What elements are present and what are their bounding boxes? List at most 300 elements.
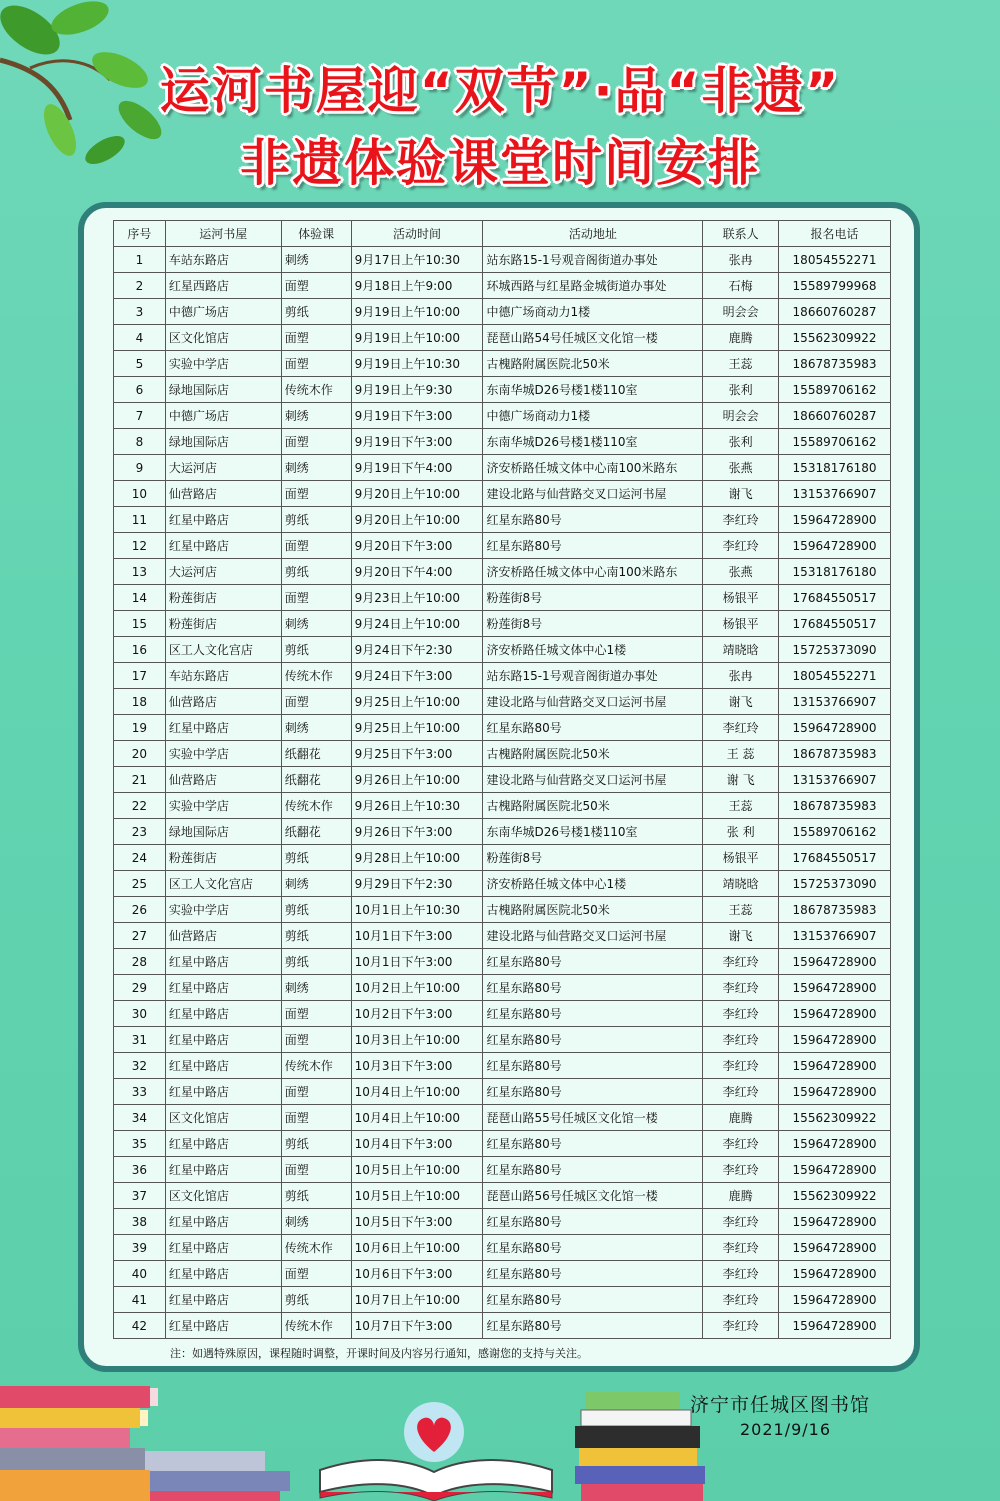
- cell-time: 9月25日上午10:00: [351, 715, 483, 741]
- cell-address: 济安桥路任城文体中心南100米路东: [483, 455, 703, 481]
- cell-index: 23: [114, 819, 166, 845]
- table-row: [114, 637, 891, 663]
- table-row: [114, 429, 891, 455]
- cell-course: 剪纸: [281, 559, 351, 585]
- cell-time: 9月20日下午3:00: [351, 533, 483, 559]
- cell-time: 10月3日上午10:00: [351, 1027, 483, 1053]
- cell-address: 东南华城D26号楼1楼110室: [483, 819, 703, 845]
- cell-bookstore: 中德广场店: [165, 403, 281, 429]
- cell-course: 面塑: [281, 273, 351, 299]
- table-row: [114, 1209, 891, 1235]
- cell-index: 17: [114, 663, 166, 689]
- title-block: [0, 58, 1000, 198]
- cell-contact: 李红玲: [703, 1235, 779, 1261]
- cell-bookstore: 红星中路店: [165, 975, 281, 1001]
- cell-phone: 15964728900: [779, 1157, 891, 1183]
- cell-phone: 15964728900: [779, 533, 891, 559]
- cell-contact: 杨银平: [703, 845, 779, 871]
- cell-time: 10月4日下午3:00: [351, 1131, 483, 1157]
- cell-phone: 18054552271: [779, 247, 891, 273]
- cell-address: 琵琶山路55号任城区文化馆一楼: [483, 1105, 703, 1131]
- cell-time: 9月20日下午4:00: [351, 559, 483, 585]
- cell-index: 22: [114, 793, 166, 819]
- cell-time: 10月2日下午3:00: [351, 1001, 483, 1027]
- cell-address: 红星东路80号: [483, 507, 703, 533]
- cell-index: 3: [114, 299, 166, 325]
- cell-time: 9月29日下午2:30: [351, 871, 483, 897]
- cell-contact: 明会会: [703, 403, 779, 429]
- cell-phone: 18678735983: [779, 793, 891, 819]
- table-row: [114, 1131, 891, 1157]
- cell-bookstore: 区文化馆店: [165, 325, 281, 351]
- cell-address: 古槐路附属医院北50米: [483, 897, 703, 923]
- header-bookstore: 运河书屋: [165, 221, 281, 247]
- cell-time: 9月26日下午3:00: [351, 819, 483, 845]
- cell-time: 9月25日上午10:00: [351, 689, 483, 715]
- cell-index: 39: [114, 1235, 166, 1261]
- cell-phone: 15964728900: [779, 949, 891, 975]
- table-row: [114, 1079, 891, 1105]
- cell-course: 刺绣: [281, 611, 351, 637]
- cell-time: 10月3日下午3:00: [351, 1053, 483, 1079]
- cell-contact: 张 利: [703, 819, 779, 845]
- cell-course: 传统木作: [281, 793, 351, 819]
- cell-course: 面塑: [281, 585, 351, 611]
- cell-index: 28: [114, 949, 166, 975]
- cell-bookstore: 绿地国际店: [165, 819, 281, 845]
- cell-contact: 明会会: [703, 299, 779, 325]
- cell-phone: 18660760287: [779, 299, 891, 325]
- cell-phone: 13153766907: [779, 689, 891, 715]
- cell-contact: 张冉: [703, 663, 779, 689]
- cell-phone: 15589799968: [779, 273, 891, 299]
- cell-time: 9月19日上午10:00: [351, 299, 483, 325]
- cell-time: 9月24日下午3:00: [351, 663, 483, 689]
- cell-address: 粉莲街8号: [483, 845, 703, 871]
- cell-time: 9月26日上午10:30: [351, 793, 483, 819]
- cell-course: 传统木作: [281, 1313, 351, 1339]
- cell-course: 剪纸: [281, 897, 351, 923]
- cell-phone: 18678735983: [779, 897, 891, 923]
- cell-bookstore: 区工人文化宫店: [165, 637, 281, 663]
- cell-contact: 鹿腾: [703, 325, 779, 351]
- cell-contact: 王蕊: [703, 897, 779, 923]
- table-row: [114, 403, 891, 429]
- header-address: 活动地址: [483, 221, 703, 247]
- cell-bookstore: 车站东路店: [165, 663, 281, 689]
- cell-course: 刺绣: [281, 975, 351, 1001]
- cell-time: 10月2日上午10:00: [351, 975, 483, 1001]
- cell-time: 9月25日下午3:00: [351, 741, 483, 767]
- cell-address: 东南华城D26号楼1楼110室: [483, 429, 703, 455]
- table-row: [114, 455, 891, 481]
- cell-address: 建设北路与仙营路交叉口运河书屋: [483, 689, 703, 715]
- cell-index: 33: [114, 1079, 166, 1105]
- library-name: 济宁市任城区图书馆: [690, 1394, 871, 1416]
- cell-contact: 靖晓晗: [703, 871, 779, 897]
- cell-time: 9月19日上午9:30: [351, 377, 483, 403]
- cell-address: 站东路15-1号观音阁街道办事处: [483, 247, 703, 273]
- cell-bookstore: 实验中学店: [165, 351, 281, 377]
- title-line-2: 非遗体验课堂时间安排: [240, 134, 760, 192]
- cell-bookstore: 仙营路店: [165, 767, 281, 793]
- cell-address: 红星东路80号: [483, 1209, 703, 1235]
- cell-index: 11: [114, 507, 166, 533]
- table-row: [114, 975, 891, 1001]
- table-row: [114, 1105, 891, 1131]
- cell-phone: 15964728900: [779, 1027, 891, 1053]
- cell-phone: 15964728900: [779, 1235, 891, 1261]
- cell-address: 红星东路80号: [483, 975, 703, 1001]
- cell-address: 济安桥路任城文体中心1楼: [483, 637, 703, 663]
- cell-time: 9月20日上午10:00: [351, 481, 483, 507]
- cell-time: 9月19日上午10:00: [351, 325, 483, 351]
- table-row: [114, 247, 891, 273]
- cell-bookstore: 绿地国际店: [165, 429, 281, 455]
- cell-index: 34: [114, 1105, 166, 1131]
- cell-course: 传统木作: [281, 1235, 351, 1261]
- cell-index: 37: [114, 1183, 166, 1209]
- cell-contact: 李红玲: [703, 975, 779, 1001]
- books-stack-left-illustration: [0, 1386, 290, 1501]
- cell-phone: 15562309922: [779, 1183, 891, 1209]
- cell-phone: 15964728900: [779, 507, 891, 533]
- cell-bookstore: 红星中路店: [165, 1313, 281, 1339]
- cell-bookstore: 粉莲街店: [165, 611, 281, 637]
- cell-bookstore: 大运河店: [165, 455, 281, 481]
- cell-phone: 15318176180: [779, 559, 891, 585]
- cell-course: 剪纸: [281, 1287, 351, 1313]
- table-row: [114, 1027, 891, 1053]
- cell-contact: 王蕊: [703, 351, 779, 377]
- table-row: [114, 377, 891, 403]
- cell-phone: 15964728900: [779, 715, 891, 741]
- cell-time: 9月24日上午10:00: [351, 611, 483, 637]
- cell-index: 6: [114, 377, 166, 403]
- cell-index: 36: [114, 1157, 166, 1183]
- cell-phone: 15964728900: [779, 1001, 891, 1027]
- cell-course: 纸翻花: [281, 819, 351, 845]
- cell-index: 9: [114, 455, 166, 481]
- cell-course: 剪纸: [281, 923, 351, 949]
- cell-course: 刺绣: [281, 403, 351, 429]
- cell-phone: 18054552271: [779, 663, 891, 689]
- cell-contact: 杨银平: [703, 585, 779, 611]
- cell-bookstore: 红星中路店: [165, 1131, 281, 1157]
- cell-phone: 18660760287: [779, 403, 891, 429]
- cell-index: 12: [114, 533, 166, 559]
- cell-address: 建设北路与仙营路交叉口运河书屋: [483, 923, 703, 949]
- cell-address: 红星东路80号: [483, 1287, 703, 1313]
- cell-bookstore: 大运河店: [165, 559, 281, 585]
- cell-course: 刺绣: [281, 455, 351, 481]
- cell-bookstore: 红星中路店: [165, 715, 281, 741]
- cell-index: 26: [114, 897, 166, 923]
- header-contact: 联系人: [703, 221, 779, 247]
- cell-course: 传统木作: [281, 377, 351, 403]
- cell-address: 济安桥路任城文体中心南100米路东: [483, 559, 703, 585]
- cell-bookstore: 红星中路店: [165, 1001, 281, 1027]
- cell-bookstore: 区文化馆店: [165, 1105, 281, 1131]
- cell-bookstore: 红星中路店: [165, 1261, 281, 1287]
- publish-date: 2021/9/16: [740, 1420, 832, 1439]
- title-line-1: 运河书屋迎“双节”·品“非遗”: [159, 62, 841, 120]
- cell-bookstore: 红星中路店: [165, 949, 281, 975]
- table-row: [114, 299, 891, 325]
- cell-address: 粉莲街8号: [483, 585, 703, 611]
- cell-course: 传统木作: [281, 663, 351, 689]
- cell-course: 纸翻花: [281, 741, 351, 767]
- cell-time: 10月1日上午10:30: [351, 897, 483, 923]
- table-row: [114, 1053, 891, 1079]
- cell-index: 40: [114, 1261, 166, 1287]
- cell-time: 10月7日上午10:00: [351, 1287, 483, 1313]
- cell-index: 2: [114, 273, 166, 299]
- cell-index: 31: [114, 1027, 166, 1053]
- cell-index: 29: [114, 975, 166, 1001]
- cell-index: 5: [114, 351, 166, 377]
- cell-index: 18: [114, 689, 166, 715]
- cell-phone: 15964728900: [779, 1313, 891, 1339]
- table-row: [114, 351, 891, 377]
- cell-address: 红星东路80号: [483, 949, 703, 975]
- cell-course: 刺绣: [281, 1209, 351, 1235]
- table-row: [114, 1261, 891, 1287]
- cell-address: 古槐路附属医院北50米: [483, 741, 703, 767]
- table-row: [114, 663, 891, 689]
- table-row: [114, 273, 891, 299]
- cell-phone: 15964728900: [779, 1261, 891, 1287]
- cell-address: 红星东路80号: [483, 715, 703, 741]
- cell-phone: 13153766907: [779, 767, 891, 793]
- table-row: [114, 1313, 891, 1339]
- cell-index: 8: [114, 429, 166, 455]
- cell-index: 32: [114, 1053, 166, 1079]
- cell-phone: 15964728900: [779, 1209, 891, 1235]
- cell-phone: 15725373090: [779, 871, 891, 897]
- schedule-table: [113, 220, 891, 1339]
- cell-contact: 李红玲: [703, 715, 779, 741]
- cell-bookstore: 红星中路店: [165, 1079, 281, 1105]
- cell-contact: 张利: [703, 377, 779, 403]
- schedule-panel: [78, 202, 920, 1372]
- cell-contact: 李红玲: [703, 1131, 779, 1157]
- cell-time: 9月18日上午9:00: [351, 273, 483, 299]
- cell-course: 面塑: [281, 1157, 351, 1183]
- cell-contact: 李红玲: [703, 1287, 779, 1313]
- cell-bookstore: 中德广场店: [165, 299, 281, 325]
- cell-address: 中德广场商动力1楼: [483, 299, 703, 325]
- table-row: [114, 767, 891, 793]
- cell-contact: 杨银平: [703, 611, 779, 637]
- header-index: 序号: [114, 221, 166, 247]
- cell-index: 21: [114, 767, 166, 793]
- cell-bookstore: 实验中学店: [165, 897, 281, 923]
- table-row: [114, 585, 891, 611]
- cell-index: 7: [114, 403, 166, 429]
- cell-time: 9月26日上午10:00: [351, 767, 483, 793]
- table-row: [114, 611, 891, 637]
- cell-bookstore: 红星中路店: [165, 1209, 281, 1235]
- table-row: [114, 949, 891, 975]
- cell-phone: 15589706162: [779, 429, 891, 455]
- cell-time: 10月5日上午10:00: [351, 1157, 483, 1183]
- cell-course: 面塑: [281, 429, 351, 455]
- header-time: 活动时间: [351, 221, 483, 247]
- cell-address: 琵琶山路56号任城区文化馆一楼: [483, 1183, 703, 1209]
- cell-course: 面塑: [281, 351, 351, 377]
- cell-course: 面塑: [281, 689, 351, 715]
- cell-course: 剪纸: [281, 507, 351, 533]
- cell-time: 10月5日上午10:00: [351, 1183, 483, 1209]
- cell-address: 济安桥路任城文体中心1楼: [483, 871, 703, 897]
- note-text: 注：如遇特殊原因，课程随时调整，开课时间及内容另行通知，感谢您的支持与关注。: [170, 1347, 588, 1360]
- cell-address: 东南华城D26号楼1楼110室: [483, 377, 703, 403]
- cell-course: 刺绣: [281, 247, 351, 273]
- table-row: [114, 871, 891, 897]
- cell-bookstore: 红星中路店: [165, 1157, 281, 1183]
- cell-index: 24: [114, 845, 166, 871]
- table-row: [114, 1001, 891, 1027]
- cell-contact: 鹿腾: [703, 1183, 779, 1209]
- cell-bookstore: 绿地国际店: [165, 377, 281, 403]
- table-row: [114, 507, 891, 533]
- cell-bookstore: 红星中路店: [165, 1287, 281, 1313]
- cell-address: 古槐路附属医院北50米: [483, 793, 703, 819]
- cell-address: 粉莲街8号: [483, 611, 703, 637]
- cell-time: 10月1日下午3:00: [351, 949, 483, 975]
- cell-contact: 谢飞: [703, 923, 779, 949]
- cell-contact: 王蕊: [703, 793, 779, 819]
- cell-bookstore: 粉莲街店: [165, 585, 281, 611]
- cell-time: 9月19日下午3:00: [351, 403, 483, 429]
- cell-address: 红星东路80号: [483, 1235, 703, 1261]
- table-row: [114, 819, 891, 845]
- cell-bookstore: 车站东路店: [165, 247, 281, 273]
- cell-course: 剪纸: [281, 1183, 351, 1209]
- table-row: [114, 559, 891, 585]
- cell-course: 刺绣: [281, 715, 351, 741]
- table-row: [114, 533, 891, 559]
- cell-time: 9月24日下午2:30: [351, 637, 483, 663]
- cell-course: 纸翻花: [281, 767, 351, 793]
- cell-address: 环城西路与红星路金城街道办事处: [483, 273, 703, 299]
- cell-phone: 13153766907: [779, 481, 891, 507]
- cell-phone: 13153766907: [779, 923, 891, 949]
- cell-phone: 15589706162: [779, 819, 891, 845]
- cell-index: 35: [114, 1131, 166, 1157]
- cell-phone: 15964728900: [779, 975, 891, 1001]
- cell-bookstore: 红星西路店: [165, 273, 281, 299]
- header-phone: 报名电话: [779, 221, 891, 247]
- cell-contact: 李红玲: [703, 949, 779, 975]
- cell-course: 剪纸: [281, 845, 351, 871]
- cell-time: 9月23日上午10:00: [351, 585, 483, 611]
- table-row: [114, 715, 891, 741]
- table-row: [114, 325, 891, 351]
- cell-index: 30: [114, 1001, 166, 1027]
- cell-contact: 李红玲: [703, 533, 779, 559]
- cell-phone: 18678735983: [779, 351, 891, 377]
- cell-contact: 李红玲: [703, 1209, 779, 1235]
- cell-index: 27: [114, 923, 166, 949]
- table-row: [114, 1287, 891, 1313]
- cell-contact: 谢 飞: [703, 767, 779, 793]
- cell-contact: 李红玲: [703, 1157, 779, 1183]
- cell-index: 19: [114, 715, 166, 741]
- cell-bookstore: 红星中路店: [165, 1027, 281, 1053]
- cell-contact: 谢飞: [703, 481, 779, 507]
- cell-contact: 张冉: [703, 247, 779, 273]
- cell-bookstore: 实验中学店: [165, 741, 281, 767]
- table-header-row: [114, 221, 891, 247]
- table-row: [114, 897, 891, 923]
- cell-course: 面塑: [281, 1079, 351, 1105]
- table-row: [114, 1235, 891, 1261]
- cell-time: 10月7日下午3:00: [351, 1313, 483, 1339]
- cell-index: 13: [114, 559, 166, 585]
- cell-phone: 15318176180: [779, 455, 891, 481]
- table-row: [114, 845, 891, 871]
- cell-contact: 张燕: [703, 559, 779, 585]
- cell-contact: 靖晓晗: [703, 637, 779, 663]
- cell-address: 红星东路80号: [483, 1053, 703, 1079]
- cell-phone: 15562309922: [779, 325, 891, 351]
- cell-address: 中德广场商动力1楼: [483, 403, 703, 429]
- cell-phone: 15562309922: [779, 1105, 891, 1131]
- cell-time: 10月5日下午3:00: [351, 1209, 483, 1235]
- cell-time: 10月6日下午3:00: [351, 1261, 483, 1287]
- cell-address: 古槐路附属医院北50米: [483, 351, 703, 377]
- cell-contact: 李红玲: [703, 1079, 779, 1105]
- cell-address: 红星东路80号: [483, 1157, 703, 1183]
- cell-address: 建设北路与仙营路交叉口运河书屋: [483, 481, 703, 507]
- cell-phone: 15964728900: [779, 1131, 891, 1157]
- cell-contact: 张燕: [703, 455, 779, 481]
- header-course: 体验课: [281, 221, 351, 247]
- cell-contact: 石梅: [703, 273, 779, 299]
- table-row: [114, 689, 891, 715]
- cell-course: 剪纸: [281, 637, 351, 663]
- cell-phone: 18678735983: [779, 741, 891, 767]
- cell-course: 面塑: [281, 1027, 351, 1053]
- table-row: [114, 793, 891, 819]
- cell-course: 面塑: [281, 1261, 351, 1287]
- cell-phone: 15964728900: [779, 1079, 891, 1105]
- cell-contact: 鹿腾: [703, 1105, 779, 1131]
- cell-course: 面塑: [281, 1105, 351, 1131]
- cell-address: 建设北路与仙营路交叉口运河书屋: [483, 767, 703, 793]
- cell-index: 42: [114, 1313, 166, 1339]
- table-row: [114, 481, 891, 507]
- cell-contact: 李红玲: [703, 507, 779, 533]
- cell-contact: 李红玲: [703, 1053, 779, 1079]
- cell-time: 9月19日上午10:30: [351, 351, 483, 377]
- cell-contact: 李红玲: [703, 1261, 779, 1287]
- cell-time: 10月6日上午10:00: [351, 1235, 483, 1261]
- cell-address: 站东路15-1号观音阁街道办事处: [483, 663, 703, 689]
- cell-time: 10月4日上午10:00: [351, 1079, 483, 1105]
- cell-course: 面塑: [281, 1001, 351, 1027]
- cell-course: 面塑: [281, 325, 351, 351]
- cell-bookstore: 区文化馆店: [165, 1183, 281, 1209]
- table-row: [114, 1183, 891, 1209]
- table-row: [114, 1157, 891, 1183]
- cell-bookstore: 红星中路店: [165, 507, 281, 533]
- cell-bookstore: 红星中路店: [165, 1235, 281, 1261]
- cell-time: 10月4日上午10:00: [351, 1105, 483, 1131]
- table-row: [114, 923, 891, 949]
